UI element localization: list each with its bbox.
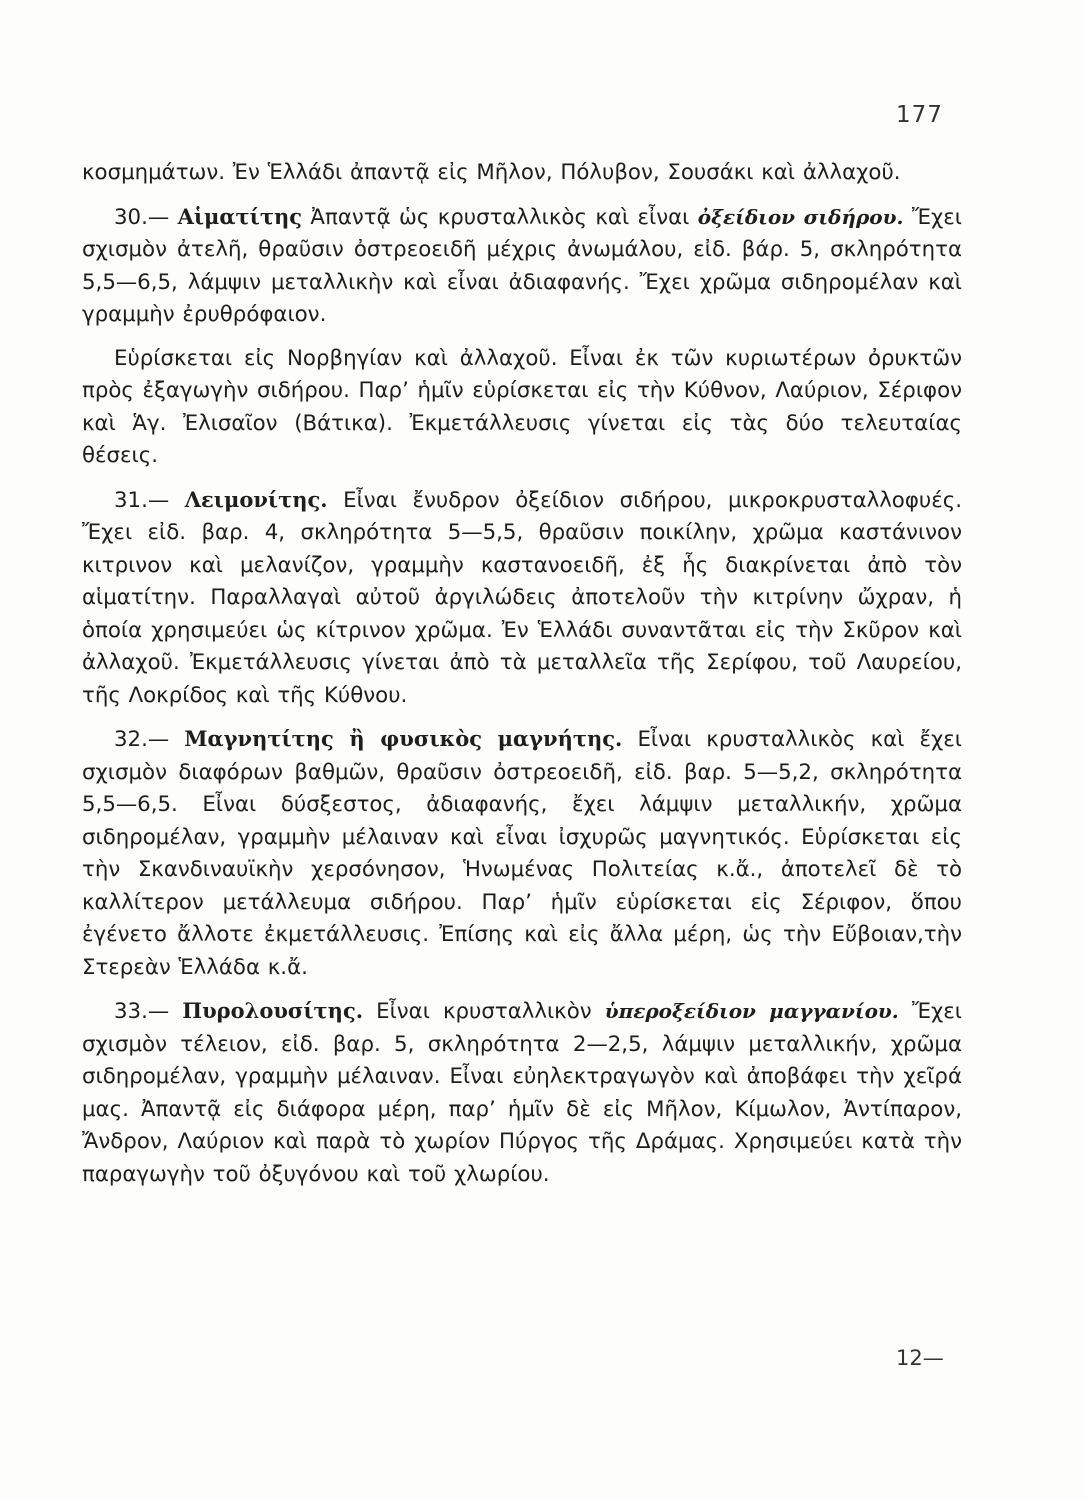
entry-limonite: [82, 484, 962, 713]
entry-number: 33.—: [114, 999, 170, 1024]
paragraph-continuation: [82, 157, 962, 190]
mineral-term: Αἱματίτης: [177, 203, 303, 229]
entry-text: Ἔχει σχισμὸν ἀτελῆ, θραῦσιν ὀστρεοειδῆ μέχρις ἀνωμάλου, εἰδ. βάρ. 5, σκληρότητα 5,5—6,5, λάμψιν μεταλλικὴν καὶ εἶναι ἀδιαφανής. Ἔχει χρῶμα σιδηρομέλαν καὶ γραμμὴν ἐρυθρόφαιον.: [82, 204, 962, 327]
signature-mark: 12—: [896, 1346, 944, 1370]
mineral-term: Πυρολουσίτης.: [182, 998, 364, 1023]
entry-pyrolusite: [82, 995, 962, 1191]
entry-magnetite: [82, 723, 962, 984]
entry-haematite: [82, 201, 962, 332]
page-number: 177: [896, 102, 943, 128]
entry-text: Εἶναι ἔνυδρον ὀξείδιον σιδήρου, μικροκρυσταλλοφυές. Ἔχει εἰδ. βαρ. 4, σκληρότητα 5—5,5, θραῦσιν ποικίλην, χρῶμα καστάνινον κιτρινον καὶ μελανίζον, γραμμὴν καστανοειδῆ, ἐξ ἧς διακρίνεται ἀπὸ τὸν αἱματίτην. Παραλλαγαὶ αὐτοῦ ἀργιλώδεις ἀποτελοῦν τὴν κιτρίνην ὤχραν, ἡ ὁποία χρησιμεύει ὡς κίτρινον χρῶμα. Ἐν Ἑλλάδι συναντᾶται εἰς τὴν Σκῦρον καὶ ἀλλαχοῦ. Ἐκμετάλλευσις γίνεται ἀπὸ τὰ μεταλλεῖα τῆς Σερίφου, τοῦ Λαυρείου, τῆς Λοκρίδος καὶ τῆς Κύθνου.: [82, 487, 962, 708]
mineral-term: Λειμονίτης.: [184, 486, 328, 512]
continuation-text: κοσμημάτων. Ἐν Ἑλλάδι ἀπαντᾷ εἰς Μῆλον, Πόλυβον, Σουσάκι καὶ ἀλλαχοῦ.: [82, 160, 901, 185]
entry-text: Εὑρίσκεται εἰς Νορβηγίαν καὶ ἀλλαχοῦ. Εἶναι ἐκ τῶν κυριωτέρων ὀρυκτῶν πρὸς ἐξαγωγὴν σιδήρου. Παρ’ ἡμῖν εὑρίσκεται εἰς τὴν Κύθνον, Λαύριον, Σέριφον καὶ Ἁγ. Ἐλισαῖον (Βάτικα). Ἐκμετάλλευσις γίνεται εἰς τὰς δύο τελευταίας θέσεις.: [82, 345, 962, 468]
entry-number: 32.—: [114, 727, 170, 752]
entry-text: Εἶναι κρυσταλλικὸς καὶ ἔχει σχισμὸν διαφόρων βαθμῶν, θραῦσιν ὀστρεοειδῆ, εἰδ. βαρ. 5—5,2, σκληρότητα 5,5—6,5. Εἶναι δύσξεστος, ἀδιαφανής, ἔχει λάμψιν μεταλλικήν, χρῶμα σιδηρομέλαν, γραμμὴν μέλαιναν καὶ εἶναι ἰσχυρῶς μαγνητικός. Εὑρίσκεται εἰς τὴν Σκανδιναυϊκὴν χερσόνησον, Ἡνωμένας Πολιτείας κ.ἄ., ἀποτελεῖ δὲ τὸ καλλίτερον μετάλλευμα σιδήρου. Παρ’ ἡμῖν εὑρίσκεται εἰς Σέριφον, ὅπου ἐγένετο ἄλλοτε ἐκμετάλλευσις. Ἐπίσης καὶ εἰς ἄλλα μέρη, ὡς τὴν Εὔβοιαν,τὴν Στερεὰν Ἑλλάδα κ.ἄ.: [82, 727, 962, 980]
entry-text: Εἶναι κρυσταλλικὸν: [376, 999, 592, 1024]
emphasis-text: ὀξείδιον σιδήρου.: [697, 204, 904, 229]
entry-number: 30.—: [114, 204, 170, 230]
mineral-term: Μαγνητίτης ἢ φυσικὸς μαγνήτης.: [184, 726, 623, 751]
page-body: [82, 157, 962, 1191]
entry-text: Ἀπαντᾷ ὡς κρυσταλλικὸς καὶ εἶναι: [310, 204, 690, 230]
entry-haematite-occurrence: [82, 343, 962, 473]
emphasis-text: ὑπεροξείδιον μαγγανίου.: [604, 999, 899, 1023]
entry-text: Ἔχει σχισμὸν τέλειον, εἰδ. βαρ. 5, σκληρότητα 2—2,5, λάμψιν μεταλλικήν, χρῶμα σιδηρομέλαν, γραμμὴν μέλαιναν. Εἶναι εὐηλεκτραγωγὸν καὶ ἀποβάφει τὴν χεῖρά μας. Ἀπαντᾷ εἰς διάφορα μέρη, παρ’ ἡμῖν δὲ εἰς Μῆλον, Κίμωλον, Ἀντίπαρον, Ἄνδρον, Λαύριον καὶ παρὰ τὸ χωρίον Πύργος τῆς Δράμας. Χρησιμεύει κατὰ τὴν παραγωγὴν τοῦ ὀξυγόνου καὶ τοῦ χλωρίου.: [82, 999, 962, 1187]
entry-number: 31.—: [114, 487, 170, 513]
